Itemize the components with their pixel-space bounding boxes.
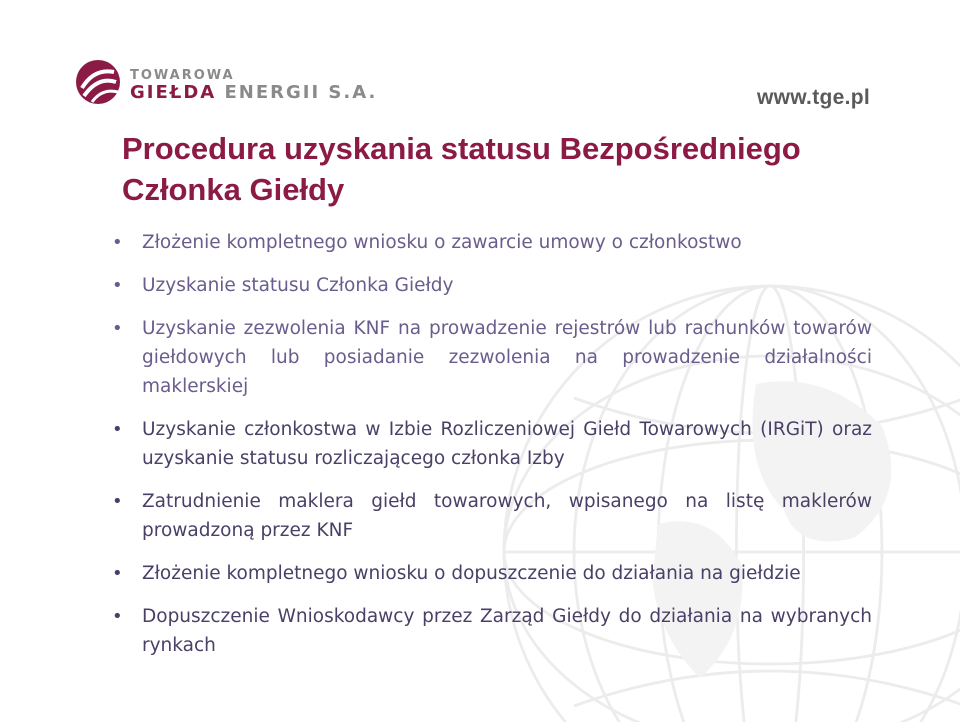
bullet-list — [112, 228, 872, 660]
list-item: • Zatrudnienie maklera giełd towarowych, wpisanego na listę maklerów prowadzoną przez KNF — [112, 487, 872, 545]
logo-text-top: TOWAROWA — [130, 68, 235, 83]
logo-text-energii: ENERGII S.A. — [224, 82, 378, 103]
list-item: • Dopuszczenie Wnioskodawcy przez Zarząd Giełdy do działania na wybranych rynkach — [112, 602, 872, 660]
page-title: Procedura uzyskania statusu Bezpośredniego Członka Giełdy — [122, 131, 801, 207]
list-item: • Złożenie kompletnego wniosku o dopuszczenie do działania na giełdzie — [112, 559, 872, 588]
list-item: • Złożenie kompletnego wniosku o zawarcie umowy o członkostwo — [112, 228, 872, 257]
tge-logo-icon — [74, 58, 122, 106]
logo-text-giełda: GIEŁDA — [130, 82, 225, 103]
list-item: • Uzyskanie statusu Członka Giełdy — [112, 271, 872, 300]
list-item: • Uzyskanie zezwolenia KNF na prowadzenie rejestrów lub rachunków towarów giełdowych lub posiadanie zezwolenia na prowadzenie działalności maklerskiej — [112, 314, 872, 401]
site-url[interactable]: www.tge.pl — [756, 86, 870, 109]
logo-text-bottom — [130, 82, 377, 103]
list-item: • Uzyskanie członkostwa w Izbie Rozliczeniowej Giełd Towarowych (IRGiT) oraz uzyskanie statusu rozliczającego członka Izby — [112, 415, 872, 473]
company-logo — [74, 58, 378, 108]
